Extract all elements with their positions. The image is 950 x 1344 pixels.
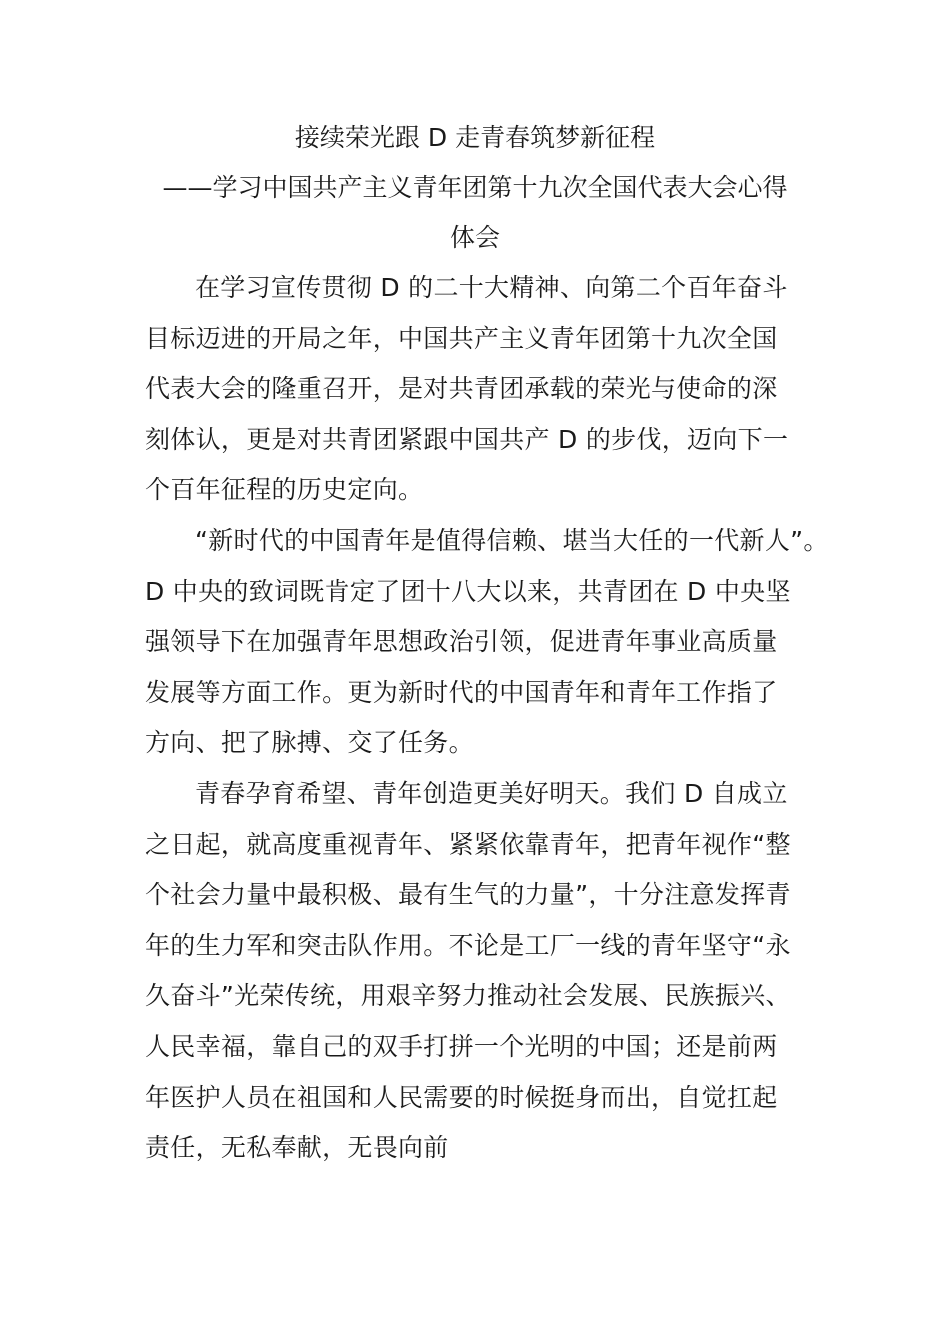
paragraph-line: 代表大会的隆重召开，是对共青团承载的荣光与使命的深 <box>145 374 778 404</box>
paragraph-line: 个百年征程的历史定向。 <box>145 475 424 505</box>
paragraph-line: 强领导下在加强青年思想政治引领，促进青年事业高质量 <box>145 627 778 657</box>
paragraph-line: 青春孕育希望、青年创造更美好明天。我们 D 自成立 <box>195 778 788 808</box>
paragraph-line: 年的生力军和突击队作用。不论是工厂一线的青年坚守“永 <box>145 930 791 960</box>
document-body <box>145 263 829 1174</box>
paragraph-line: 人民幸福，靠自己的双手打拼一个光明的中国；还是前两 <box>145 1031 778 1061</box>
paragraph-line: 方向、把了脉搏、交了任务。 <box>145 728 474 758</box>
paragraph-line: 个社会力量中最积极、最有生气的力量”，十分注意发挥青 <box>145 880 791 910</box>
paragraph-line: D 中央的致词既肯定了团十八大以来，共青团在 D 中央坚 <box>145 576 791 606</box>
paragraph-line: 刻体认，更是对共青团紧跟中国共产 D 的步伐，迈向下一 <box>145 424 789 454</box>
document-title <box>145 113 805 263</box>
paragraph-line: 责任，无私奉献，无畏向前 <box>145 1133 449 1163</box>
title-line-2: ——学习中国共产主义青年团第十九次全国代表大会心得 <box>162 173 788 202</box>
paragraph-2 <box>145 516 829 769</box>
title-line-3: 体会 <box>449 223 500 252</box>
paragraph-1 <box>145 263 810 516</box>
title-line-1: 接续荣光跟 D 走青春筑梦新征程 <box>294 123 656 152</box>
paragraph-line: “新时代的中国青年是值得信赖、堪当大任的一代新人”。 <box>195 525 829 555</box>
paragraph-line: 在学习宣传贯彻 D 的二十大精神、向第二个百年奋斗 <box>195 273 788 302</box>
paragraph-line: 目标迈进的开局之年，中国共产主义青年团第十九次全国 <box>145 323 778 353</box>
paragraph-line: 之日起，就高度重视青年、紧紧依靠青年，把青年视作“整 <box>145 829 791 859</box>
paragraph-line: 年医护人员在祖国和人民需要的时候挺身而出，自觉扛起 <box>145 1082 778 1112</box>
paragraph-line: 久奋斗”光荣传统，用艰辛努力推动社会发展、民族振兴、 <box>145 981 791 1011</box>
paragraph-line: 发展等方面工作。更为新时代的中国青年和青年工作指了 <box>145 677 778 707</box>
paragraph-3 <box>145 769 810 1174</box>
